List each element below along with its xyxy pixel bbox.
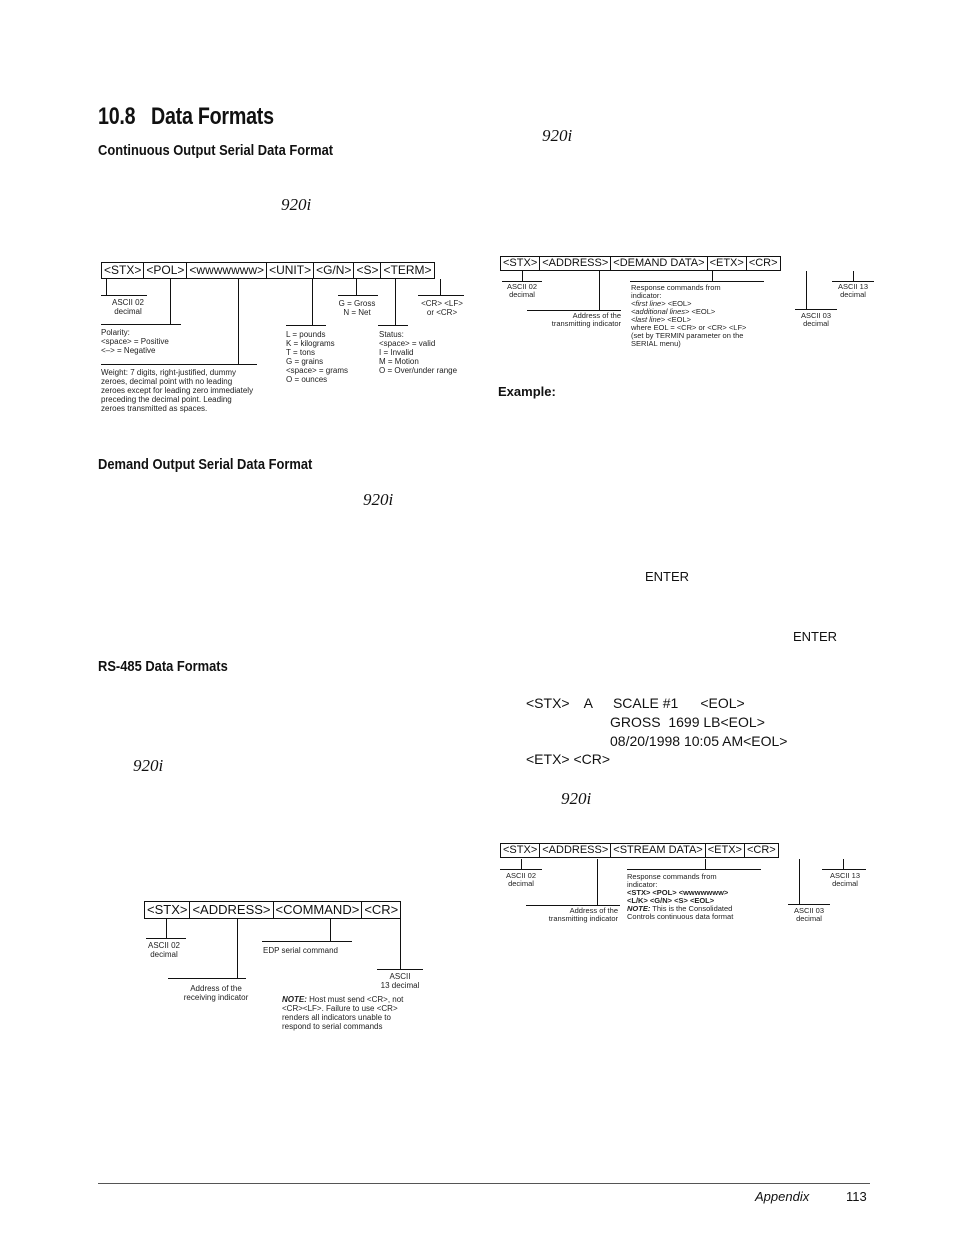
rs485-heading: RS-485 Data Formats [98, 658, 228, 675]
field-demand-data: <DEMAND DATA> [611, 257, 707, 270]
field-term: <TERM> [383, 263, 432, 277]
leader-line [377, 969, 423, 970]
note-stx: ASCII 02 decimal [111, 298, 144, 316]
leader-line [238, 279, 239, 364]
stream-format-box [500, 843, 779, 858]
leader-line [440, 279, 441, 295]
field-address: <ADDRESS> [190, 902, 273, 918]
example-label: Example: [498, 384, 556, 399]
footer-section: Appendix [755, 1189, 810, 1204]
field-command: <COMMAND> [274, 902, 363, 918]
leader-line [843, 859, 844, 869]
field-weight: <wwwwwww> [187, 263, 267, 278]
note-stx: ASCII 02 decimal [506, 282, 537, 299]
enter-key-1: ENTER [645, 569, 690, 584]
leader-line [262, 941, 352, 942]
field-cr: <CR> [748, 257, 778, 269]
note-weight: Weight: 7 digits, right-justified, dummy zeroes, decimal point with no leading zeroes except for leading zero immediately preceding the decimal point. Leading zeroes transmitted as spaces. [101, 368, 254, 413]
demand-response-box [500, 256, 781, 271]
product-name: 920i [133, 756, 164, 775]
field-stx: <STX> [145, 902, 190, 918]
leader-line [627, 869, 761, 870]
field-etx: <ETX> [708, 257, 747, 270]
leader-line [788, 904, 830, 905]
leader-line [822, 869, 866, 870]
field-stx: <STX> [102, 263, 144, 278]
note-demand-data: Response commands from indicator: <first line> <EOL> <additional lines> <EOL> <last line> <EOL> where EOL = <CR> or <CR> <LF> (set by TERMIN parameter on the SERIAL menu) [631, 283, 747, 348]
leader-line [312, 279, 313, 325]
note-etx: ASCII 03 decimal [800, 311, 831, 328]
field-cr: <CR> [746, 844, 776, 856]
leader-line [705, 859, 706, 869]
leader-line [286, 325, 326, 326]
leader-line [330, 919, 331, 941]
note-stream-data: Response commands from indicator: <STX> <POL> <wwwwwww> <L/K> <G/N> <S> <EOL> NOTE: This is the Consolidated Controls continuous data format [627, 872, 734, 921]
note-cr: ASCII 13 decimal [829, 871, 860, 888]
leader-line [356, 279, 357, 295]
product-name: 920i [542, 126, 573, 145]
field-cr: <CR> [364, 902, 399, 917]
section-title-text: Data Formats [150, 103, 274, 130]
leader-line [599, 271, 600, 310]
leader-line [170, 279, 171, 324]
field-etx: <ETX> [706, 844, 745, 857]
leader-line [853, 271, 854, 281]
note-term: <CR> <LF> or <CR> [421, 299, 463, 317]
leader-line [522, 271, 523, 281]
example-line-4: <ETX> <CR> [526, 751, 611, 767]
field-address: <ADDRESS> [540, 257, 611, 270]
note-units: L = pounds K = kilograms T = tons G = grains <space> = grams O = ounces [286, 330, 349, 384]
leader-line [106, 279, 107, 295]
example-line-2: GROSS 1699 LB<EOL> [610, 714, 765, 730]
field-s: <S> [354, 263, 381, 278]
leader-line [101, 295, 147, 296]
note-address: Address of the receiving indicator [183, 984, 249, 1002]
leader-line [378, 325, 408, 326]
field-unit: <UNIT> [267, 263, 314, 278]
field-stream-data: <STREAM DATA> [611, 844, 705, 857]
note-status: Status: <space> = valid I = Invalid M = Motion O = Over/under range [379, 330, 458, 375]
note-polarity: Polarity: <space> = Positive <–> = Negative [101, 328, 169, 355]
note-etx: ASCII 03 decimal [793, 906, 824, 923]
leader-line [795, 309, 837, 310]
leader-line [101, 364, 257, 365]
leader-line [400, 919, 401, 969]
enter-key-2: ENTER [793, 629, 838, 644]
example-line-1: <STX> A SCALE #1 <EOL> [526, 695, 745, 711]
rs485-format-box [144, 901, 401, 919]
leader-line [806, 271, 807, 309]
field-address: <ADDRESS> [540, 844, 611, 857]
leader-line [168, 978, 246, 979]
note-host: NOTE: Host must send <CR>, not <CR><LF>. Failure to use <CR> renders all indicators unable to respond to serial commands [282, 995, 404, 1031]
note-address: Address of the transmitting indicator [548, 906, 618, 923]
leader-line [237, 919, 238, 978]
leader-line [597, 859, 598, 905]
field-pol: <POL> [144, 263, 187, 278]
section-title [98, 103, 274, 131]
field-stx: <STX> [501, 257, 540, 270]
product-name: 920i [561, 789, 592, 808]
example-line-3: 08/20/1998 10:05 AM<EOL> [610, 733, 788, 749]
demand-heading: Demand Output Serial Data Format [98, 456, 313, 473]
product-name: 920i [281, 195, 312, 214]
note-gross-net: G = Gross N = Net [338, 299, 376, 317]
leader-line [500, 869, 542, 870]
leader-line [146, 938, 186, 939]
leader-line [418, 295, 464, 296]
leader-line [166, 919, 167, 938]
note-command: EDP serial command [263, 946, 338, 955]
leader-line [338, 295, 378, 296]
note-stx: ASCII 02 decimal [147, 941, 180, 959]
note-cr: ASCII 13 decimal [837, 282, 868, 299]
leader-line [712, 271, 713, 281]
leader-line [521, 859, 522, 869]
field-gn: <G/N> [314, 263, 354, 278]
field-stx: <STX> [501, 844, 540, 857]
continuous-format-box [101, 262, 435, 279]
note-cr: ASCII 13 decimal [380, 972, 420, 990]
product-name: 920i [363, 490, 394, 509]
page-number: 113 [846, 1189, 867, 1204]
note-stx: ASCII 02 decimal [505, 871, 536, 888]
leader-line [630, 281, 764, 282]
continuous-heading: Continuous Output Serial Data Format [98, 142, 334, 159]
section-number: 10.8 [98, 103, 136, 130]
note-address: Address of the transmitting indicator [551, 311, 621, 328]
leader-line [101, 324, 181, 325]
leader-line [799, 859, 800, 904]
footer-rule [98, 1183, 870, 1184]
leader-line [395, 279, 396, 325]
